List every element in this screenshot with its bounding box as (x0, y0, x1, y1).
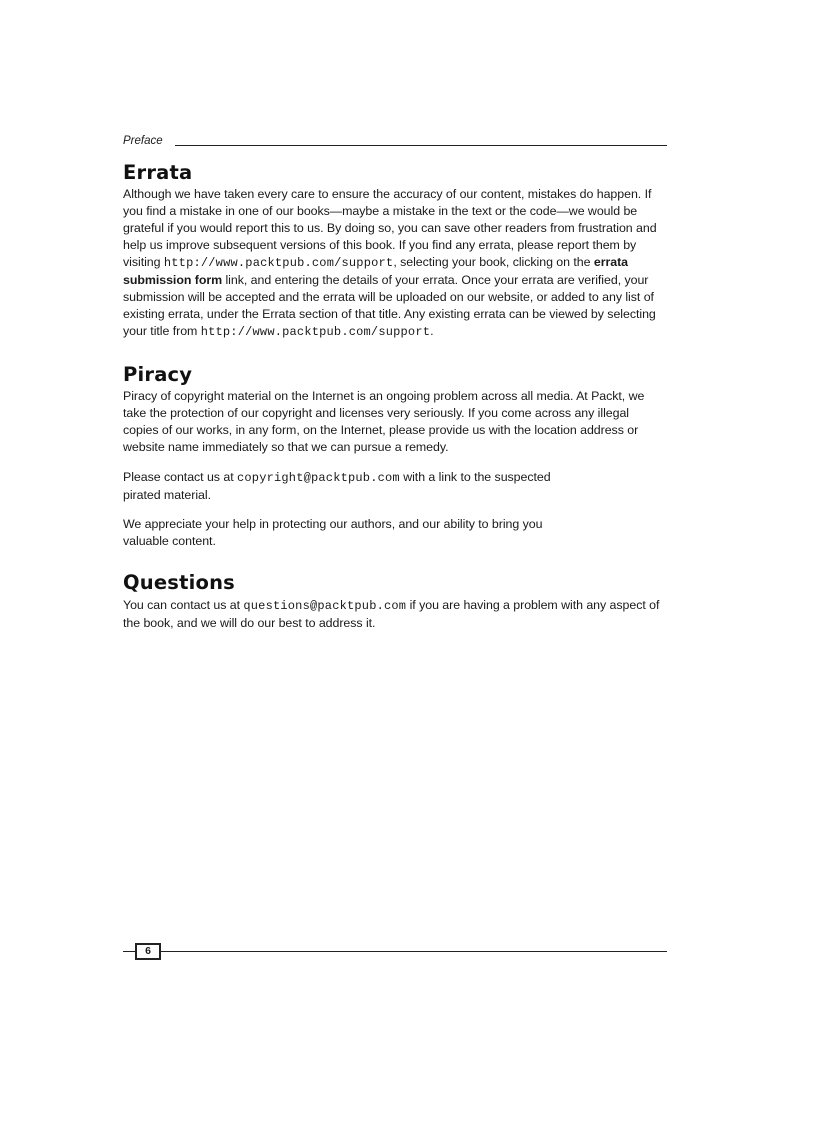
running-header (123, 135, 667, 149)
support-url: http://www.packtpub.com/support (163, 256, 394, 270)
errata-paragraph (123, 186, 667, 341)
piracy-thanks-paragraph (123, 516, 667, 550)
questions-text-post: if you are having a problem with any aspect of the book, and we will do our best to address it. (123, 598, 660, 630)
errata-text-2: , selecting your book, clicking on the (393, 255, 594, 269)
errata-heading: Errata (123, 161, 193, 184)
errata-text-3: link, and entering the details of your errata. Once your errata are verified, your submission will be accepted and the errata will be uploaded on our website, or added to any list of existing errata, under the Errata section of that title. Any existing errata can be viewed by selecting your title from (123, 273, 656, 338)
piracy-paragraph: Piracy of copyright material on the Internet is an ongoing problem across all media. At Packt, we take the protection of our copyright and licenses very seriously. If you come across any illegal copies of our works, in any form, on the Internet, please provide us with the location address or website name immediately so that we can pursue a remedy. (123, 389, 645, 454)
errata-text-4: . (430, 324, 434, 338)
footer-rule-right (161, 951, 667, 952)
contact-text-pre: Please contact us at (123, 470, 237, 484)
piracy-heading: Piracy (123, 363, 193, 386)
questions-text-pre: You can contact us at (123, 598, 244, 612)
questions-paragraph (123, 597, 667, 632)
thanks-line-2: valuable content. (123, 534, 216, 548)
running-title: Preface (123, 135, 169, 147)
piracy-contact-paragraph (123, 469, 667, 504)
contact-text-mid: with a link to the suspected (399, 470, 551, 484)
page-number: 6 (135, 943, 161, 960)
footer-rule-left (123, 951, 135, 952)
page-footer (123, 943, 667, 963)
errata-text-1: Although we have taken every care to ensure the accuracy of our content, mistakes do happen. If you find a mistake in one of our books—maybe a mistake in the text or the code—we would be grateful if you would report this to us. By doing so, you can save other readers from frustration and help us improve subsequent versions of this book. If you find any errata, please report them by visiting (123, 187, 657, 269)
support-url-2: http://www.packtpub.com/support (200, 325, 431, 339)
thanks-line-1: We appreciate your help in protecting our authors, and our ability to bring you (123, 517, 543, 531)
contact-text-post: pirated material. (123, 488, 211, 502)
copyright-email: copyright@packtpub.com (236, 471, 400, 485)
questions-heading: Questions (123, 571, 235, 594)
questions-email: questions@packtpub.com (243, 599, 407, 613)
errata-form-link-text: errata submission form (123, 255, 629, 287)
header-rule (175, 145, 667, 146)
